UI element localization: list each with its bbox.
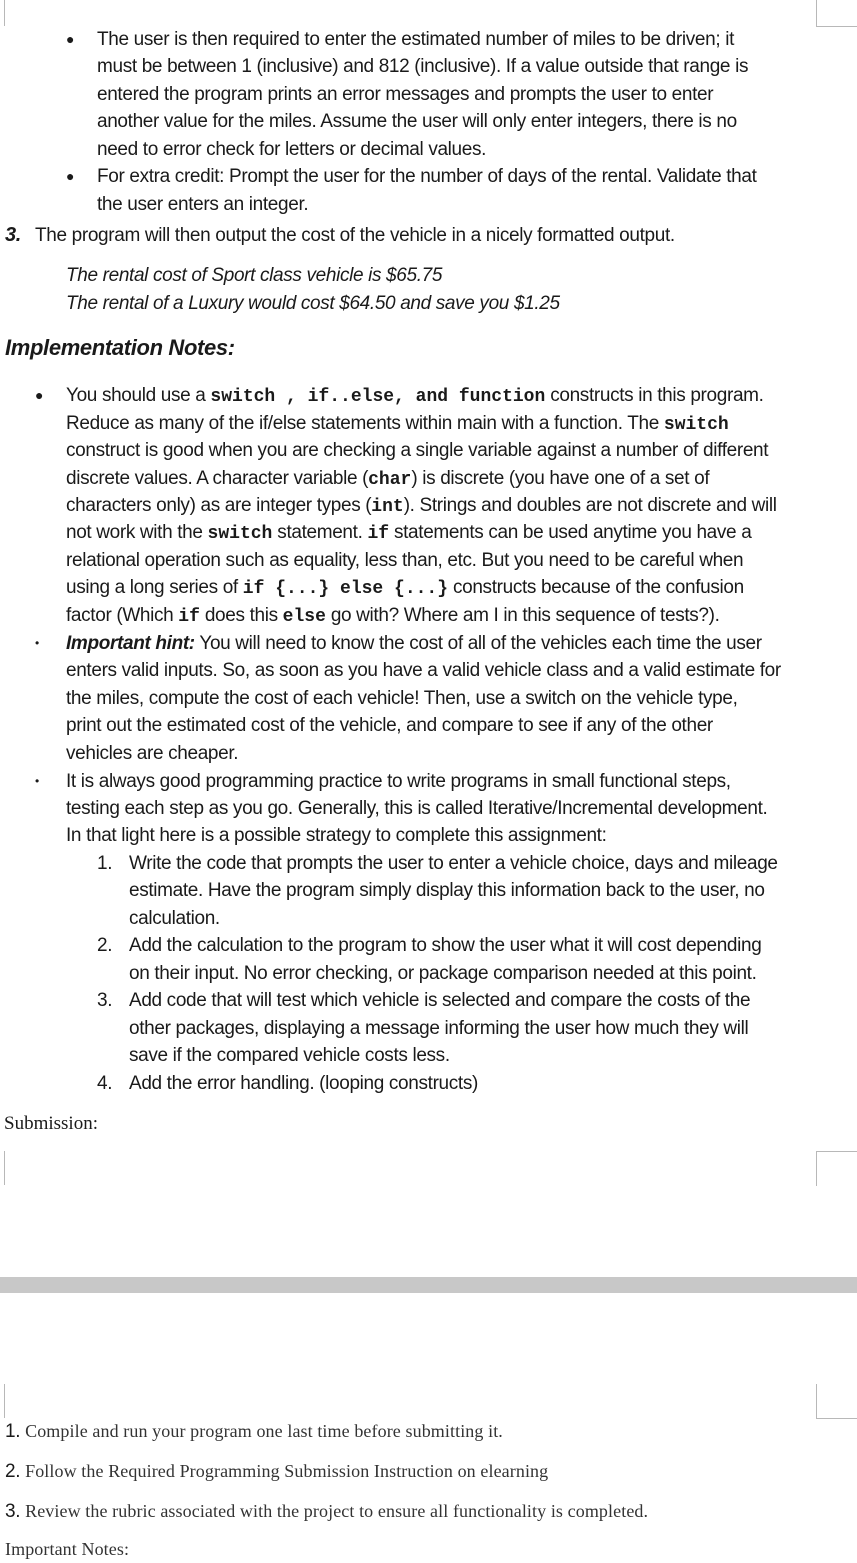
hint-label: Important hint: — [66, 633, 195, 654]
text-line: Write the code that prompts the user to enter a vehicle choice, days and mileage — [129, 853, 778, 874]
step-number: 3. — [5, 224, 21, 246]
section-heading: Implementation Notes: — [5, 335, 235, 360]
bullet-marker: • — [35, 774, 39, 788]
text-line: another value for the miles. Assume the user will only enter integers, there is no — [97, 111, 737, 132]
code-keyword: if — [178, 607, 200, 627]
text-line: Add code that will test which vehicle is selected and compare the costs of the — [129, 990, 751, 1011]
text-line: characters only) as are integer types (int). Strings and doubles are not discrete and will — [66, 495, 777, 517]
text-line: You should use a switch , if..else, and function constructs in this program. — [66, 385, 764, 407]
list-number: 1. — [97, 853, 113, 874]
code-keyword: if {...} else {...} — [242, 579, 449, 599]
text-line: not work with the switch statement. if statements can be used anytime you have a — [66, 522, 752, 544]
margin-corner-mark — [816, 1384, 857, 1419]
margin-corner-mark — [0, 1151, 5, 1185]
text-line: must be between 1 (inclusive) and 812 (inclusive). If a value outside that range is — [97, 56, 749, 77]
text-line: construct is good when you are checking a single variable against a number of different — [66, 440, 769, 461]
text-line: The user is then required to enter the estimated number of miles to be driven; it — [97, 29, 734, 50]
text-line: estimate. Have the program simply display this information back to the user, no — [129, 880, 765, 901]
text-line: Add the error handling. (looping constructs) — [129, 1073, 478, 1094]
text-line: on their input. No error checking, or package comparison needed at this point. — [129, 963, 757, 984]
text-line: the user enters an integer. — [97, 194, 309, 215]
text-line: calculation. — [129, 908, 220, 929]
margin-corner-mark — [816, 0, 857, 27]
submission-label: Submission: — [4, 1113, 98, 1134]
text-line: vehicles are cheaper. — [66, 743, 239, 764]
text-line: It is always good programming practice to write programs in small functional steps, — [66, 771, 731, 792]
code-keyword: switch , if..else, and function — [210, 387, 546, 407]
sample-output-line: The rental of a Luxury would cost $64.50 and save you $1.25 — [66, 293, 560, 314]
code-keyword: char — [368, 470, 412, 490]
text-line: the miles, compute the cost of each vehicle! Then, use a switch on the vehicle type, — [66, 688, 738, 709]
margin-corner-mark — [0, 0, 5, 26]
sample-output-line: The rental cost of Sport class vehicle is $65.75 — [66, 265, 443, 286]
code-keyword: if — [367, 524, 390, 544]
bullet-marker: ● — [66, 168, 75, 184]
submission-item: 2. Follow the Required Programming Submission Instruction on elearning — [5, 1461, 549, 1482]
text-line: need to error check for letters or decimal values. — [97, 139, 487, 160]
text-line: Important hint: You will need to know the cost of all of the vehicles each time the user — [66, 633, 762, 654]
code-keyword: int — [371, 497, 404, 517]
text-line: entered the program prints an error messages and prompts the user to enter — [97, 84, 714, 105]
text-line: Reduce as many of the if/else statements within main with a function. The switch — [66, 413, 729, 435]
page-break-gap — [0, 1277, 857, 1293]
text-line: using a long series of if {...} else {...} constructs because of the confusion — [66, 577, 744, 599]
text-line: print out the estimated cost of the vehicle, and compare to see if any of the other — [66, 715, 713, 736]
cut-off-heading: Important Notes: — [5, 1539, 130, 1559]
submission-item: 3. Review the rubric associated with the project to ensure all functionality is completed. — [5, 1501, 649, 1522]
bullet-marker: • — [35, 636, 39, 650]
bullet-marker: ● — [66, 31, 75, 47]
text-line: save if the compared vehicle costs less. — [129, 1045, 450, 1066]
text-line: other packages, displaying a message informing the user how much they will — [129, 1018, 749, 1039]
text-line: enters valid inputs. So, as soon as you have a valid vehicle class and a valid estimate for — [66, 660, 781, 681]
bullet-marker: ● — [35, 387, 44, 403]
list-number: 4. — [97, 1073, 113, 1094]
margin-corner-mark — [816, 1151, 857, 1186]
margin-corner-mark — [0, 1384, 5, 1418]
list-number: 3. — [97, 990, 113, 1011]
text-line: relational operation such as equality, less than, etc. But you need to be careful when — [66, 550, 744, 571]
text-line: discrete values. A character variable (char) is discrete (you have one of a set of — [66, 468, 710, 490]
text-line: Add the calculation to the program to show the user what it will cost depending — [129, 935, 762, 956]
code-keyword: switch — [207, 524, 273, 544]
step-text: The program will then output the cost of the vehicle in a nicely formatted output. — [35, 225, 675, 246]
text-line: testing each step as you go. Generally, this is called Iterative/Incremental development. — [66, 798, 768, 819]
text-line: factor (Which if does this else go with? Where am I in this sequence of tests?). — [66, 605, 720, 627]
text-line: For extra credit: Prompt the user for the number of days of the rental. Validate that — [97, 166, 757, 187]
code-keyword: switch — [663, 415, 729, 435]
code-keyword: else — [282, 607, 326, 627]
text-line: In that light here is a possible strategy to complete this assignment: — [66, 825, 607, 846]
list-number: 2. — [97, 935, 113, 956]
submission-item: 1. Compile and run your program one last time before submitting it. — [5, 1421, 503, 1442]
